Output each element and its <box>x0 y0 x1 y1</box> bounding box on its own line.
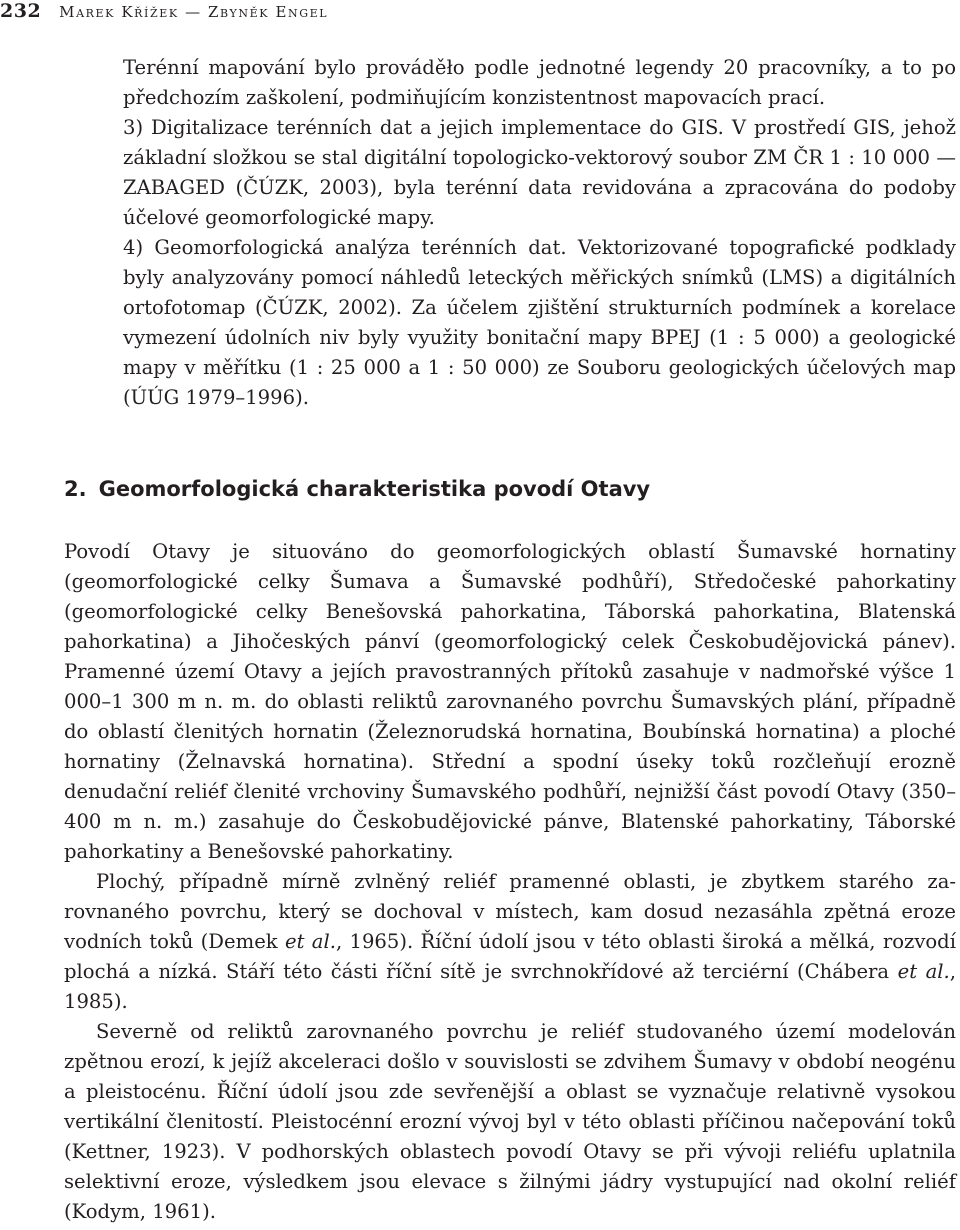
step-3-label: 3) Digitalizace terénních dat a jejich implementace do GIS. <box>123 116 724 139</box>
running-head: Marek Křížek — Zbyněk Engel <box>59 3 329 21</box>
methods-step-3 <box>123 113 956 233</box>
step-4-text: Vektorizované topografické podklady byly analyzovány pomocí náhledů leteckých měřických snímků (LMS) a digitálních ortofotomap (ČÚZK, 2002). Za účelem zjištění strukturních podmínek a korelace vymezení údolních niv byly využity bonitační mapy BPEJ (1 : 5 000) a geologické mapy v měřítku (1 : 25 000 a 1 : 50 000) ze Souboru geologických účelových map (ÚÚG 1979–1996). <box>123 236 957 409</box>
body-text <box>64 537 956 1227</box>
page-number: 232 <box>0 0 42 22</box>
methods-step-4 <box>123 233 956 413</box>
section-heading <box>64 474 956 504</box>
citation-et-al-1: et al. <box>284 930 336 953</box>
paragraph-2-part-b: , 1965). Říční údolí jsou v této oblasti široká a mělká, rozvodí plochá a nízká. Stáří této části říční sítě je svrchnokřídové až terciérní (Chábera <box>64 930 956 983</box>
paragraph-2-part-a: Plochý, případně mírně zvlněný reliéf pramenné oblasti, je zbytkem starého zarovnaného povrchu, který se dochoval v místech, kam dosud nezasáhla zpětná eroze vodních toků (Demek <box>64 870 956 953</box>
paragraph-3: Severně od reliktů zarovnaného povrchu je reliéf studovaného území modelován zpětnou erozí, k jejíž akceleraci došlo v souvislosti se zdvihem Šumavy v období neogénu a pleistocénu. Říční údolí jsou zde sevřenější a oblast se vyznačuje relativně vysokou vertikální členitostí. Pleistocénní erozní vývoj byl v této oblasti příčinou načepování toků (Kettner, 1923). V podhorských oblastech povodí Otavy se při vývoji reliéfu uplatnila selektivní eroze, výsledkem jsou elevace s žilnými jádry vystupující nad okolní reliéf (Kodym, 1961). <box>64 1020 956 1223</box>
step-4-label: 4) Geomorfologická analýza terénních dat. <box>123 236 567 259</box>
citation-et-al-2: et al. <box>897 960 950 983</box>
methods-list <box>123 53 956 413</box>
section-title: Geomorfologická charakteristika povodí Otavy <box>98 477 651 501</box>
methods-intro: Terénní mapování bylo prováděło podle jednotné legendy 20 pracovníky, a to po předchozím zaškolení, podmiňujícím konzistentnost mapovacích prací. <box>123 56 956 109</box>
paragraph-1: Povodí Otavy je situováno do geomorfologických oblastí Šumavské hornatiny (geomorfologické celky Šumava a Šumavské podhůří), Středočeské pahorkatiny (geomorfologické celky Benešovská pahorkatina, Táborská pahorkatina, Blatenská pahorkatina) a Jihočeských pánví (geomorfologický celek Českobudějovická pánev). Pramenné území Otavy a jejích pravostranných přítoků zasahuje v nadmořské výšce 1 000–1 300 m n. m. do oblasti reliktů zarovnaného povrchu Šumavských plání, případně do oblastí členitých hornatin (Železnorudská hornatina, Boubínská hornatina) a ploché hornatiny (Želnavská hornatina). Střední a spodní úseky toků rozčleňují erozně denudační reliéf členité vrchoviny Šumavského podhůří, nejnižší část povodí Otavy (350–400 m n. m.) zasahuje do Českobudějovické pánve, Blatenské pahorkatiny, Táborské pahorkatiny a Benešovské pahorkatiny. <box>64 540 956 863</box>
paragraph-2 <box>64 867 956 1017</box>
section-number: 2. <box>64 477 87 501</box>
paragraph-2-part-c: , 1985). <box>64 960 957 1013</box>
step-3-text: V prostředí GIS, jehož základní složkou se stal digitální topologicko-vektorový soubor ZM ČR 1 : 10 000 — ZABAGED (ČÚZK, 2003), byla terénní data revidována a zpracována do podoby účelové geomorfologické mapy. <box>123 116 957 229</box>
page-header <box>0 0 328 24</box>
